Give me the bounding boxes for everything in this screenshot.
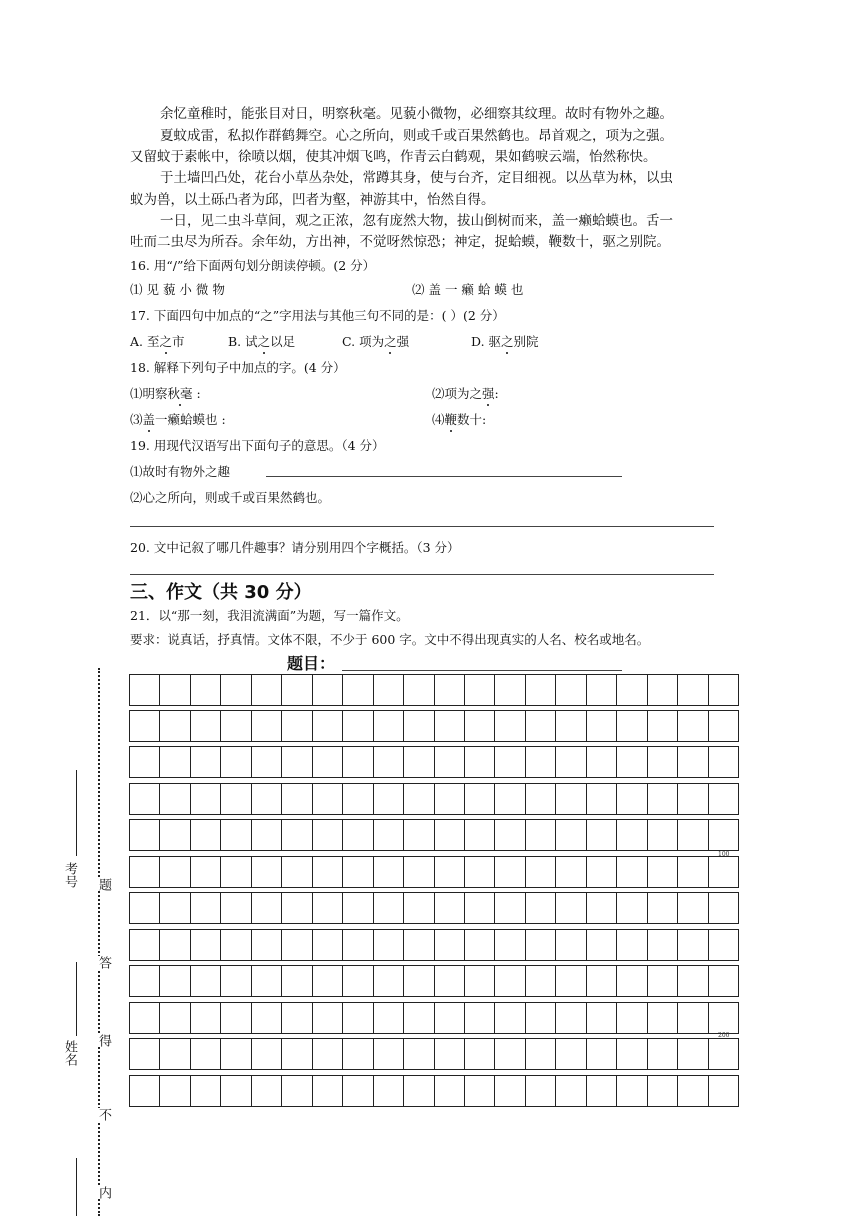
grid-cell[interactable] xyxy=(465,819,495,851)
word-count-mark: 100 xyxy=(718,851,730,858)
grid-cell[interactable] xyxy=(526,819,556,851)
grid-cell[interactable] xyxy=(160,892,190,924)
grid-cell[interactable] xyxy=(709,929,739,961)
grid-cell[interactable] xyxy=(678,746,708,778)
grid-cell[interactable] xyxy=(556,746,586,778)
question-16-stem: 16. 用“/”给下面两句划分朗读停顿。(2 分） xyxy=(130,258,376,273)
grid-cell[interactable] xyxy=(221,1075,251,1107)
grid-cell[interactable] xyxy=(221,856,251,888)
grid-cell[interactable] xyxy=(252,1075,282,1107)
margin-warning-char: 不 xyxy=(96,1108,111,1121)
grid-cell[interactable] xyxy=(160,965,190,997)
grid-cell[interactable] xyxy=(678,783,708,815)
grid-cell[interactable] xyxy=(648,746,678,778)
grid-cell[interactable] xyxy=(465,965,495,997)
grid-cell[interactable] xyxy=(678,1038,708,1070)
grid-row xyxy=(129,783,739,815)
grid-cell[interactable] xyxy=(313,965,343,997)
margin-warning-char: 内 xyxy=(96,1186,111,1199)
grid-cell[interactable] xyxy=(191,929,221,961)
passage-line: 余忆童稚时，能张目对日，明察秋毫。见藐小微物，必细察其纹理。故时有物外之趣。 xyxy=(160,106,673,122)
answer-line[interactable] xyxy=(130,526,714,527)
question-17-option-c: C. 项为之强 xyxy=(342,334,410,349)
grid-cell[interactable] xyxy=(495,856,525,888)
grid-cell[interactable] xyxy=(282,929,312,961)
grid-cell[interactable] xyxy=(130,856,160,888)
grid-cell[interactable] xyxy=(617,929,647,961)
question-19-stem: 19. 用现代汉语写出下面句子的意思。（4 分） xyxy=(130,438,385,453)
grid-cell[interactable] xyxy=(556,965,586,997)
composition-title-label: 题目： xyxy=(287,654,336,673)
grid-cell[interactable] xyxy=(587,929,617,961)
grid-cell[interactable] xyxy=(404,1075,434,1107)
grid-cell[interactable] xyxy=(252,929,282,961)
grid-cell[interactable] xyxy=(617,674,647,706)
grid-cell[interactable] xyxy=(556,929,586,961)
grid-cell[interactable] xyxy=(130,783,160,815)
grid-cell[interactable] xyxy=(678,1075,708,1107)
grid-cell[interactable] xyxy=(221,965,251,997)
grid-cell[interactable] xyxy=(252,892,282,924)
grid-cell[interactable] xyxy=(130,892,160,924)
grid-cell[interactable] xyxy=(435,1075,465,1107)
grid-cell[interactable] xyxy=(526,783,556,815)
grid-cell[interactable] xyxy=(343,674,373,706)
grid-cell[interactable] xyxy=(495,819,525,851)
word-count-mark: 200 xyxy=(718,1032,730,1039)
question-17-option-b: B. 试之以足 xyxy=(228,334,296,349)
grid-cell[interactable] xyxy=(709,1075,739,1107)
grid-cell[interactable] xyxy=(374,856,404,888)
grid-cell[interactable] xyxy=(252,856,282,888)
grid-cell[interactable] xyxy=(404,674,434,706)
grid-row xyxy=(129,1075,739,1107)
grid-cell[interactable] xyxy=(160,1038,190,1070)
grid-cell[interactable] xyxy=(709,746,739,778)
grid-cell[interactable] xyxy=(221,674,251,706)
question-18-item-3: ⑶盖一癞蛤蟆也 : xyxy=(130,412,226,427)
grid-cell[interactable] xyxy=(648,710,678,742)
grid-cell[interactable] xyxy=(587,1002,617,1034)
grid-cell[interactable] xyxy=(130,746,160,778)
grid-cell[interactable] xyxy=(221,1038,251,1070)
question-16-sentence-2: ⑵ 盖 一 癞 蛤 蟆 也 xyxy=(412,282,524,297)
grid-cell[interactable] xyxy=(617,856,647,888)
xingming-label: 姓名 xyxy=(62,1040,77,1066)
grid-cell[interactable] xyxy=(191,674,221,706)
grid-cell[interactable] xyxy=(648,929,678,961)
grid-cell[interactable] xyxy=(130,965,160,997)
grid-cell[interactable] xyxy=(313,746,343,778)
grid-cell[interactable] xyxy=(587,674,617,706)
question-16-sentence-1: ⑴ 见 藐 小 微 物 xyxy=(130,282,225,297)
grid-cell[interactable] xyxy=(130,1002,160,1034)
grid-cell[interactable] xyxy=(556,674,586,706)
grid-cell[interactable] xyxy=(526,710,556,742)
grid-cell[interactable] xyxy=(587,965,617,997)
grid-cell[interactable] xyxy=(648,892,678,924)
composition-requirements: 要求：说真话，抒真情。文体不限，不少于 600 字。文中不得出现真实的人名、校名或地名。 xyxy=(130,632,650,647)
grid-cell[interactable] xyxy=(313,1038,343,1070)
grid-cell[interactable] xyxy=(313,1002,343,1034)
grid-cell[interactable] xyxy=(252,710,282,742)
grid-cell[interactable] xyxy=(343,819,373,851)
grid-cell[interactable] xyxy=(313,1075,343,1107)
grid-cell[interactable] xyxy=(709,965,739,997)
grid-cell[interactable] xyxy=(465,783,495,815)
grid-cell[interactable] xyxy=(617,892,647,924)
grid-cell[interactable] xyxy=(556,856,586,888)
grid-cell[interactable] xyxy=(648,1038,678,1070)
grid-cell[interactable] xyxy=(435,783,465,815)
grid-cell[interactable] xyxy=(282,1075,312,1107)
grid-cell[interactable] xyxy=(495,710,525,742)
grid-cell[interactable] xyxy=(648,1075,678,1107)
grid-cell[interactable] xyxy=(648,783,678,815)
question-18-item-4: ⑷鞭数十: xyxy=(432,412,487,427)
grid-cell[interactable] xyxy=(374,892,404,924)
grid-cell[interactable] xyxy=(495,746,525,778)
grid-cell[interactable] xyxy=(160,674,190,706)
grid-cell[interactable] xyxy=(191,746,221,778)
grid-cell[interactable] xyxy=(252,674,282,706)
grid-cell[interactable] xyxy=(435,892,465,924)
grid-cell[interactable] xyxy=(495,965,525,997)
grid-cell[interactable] xyxy=(556,1075,586,1107)
grid-cell[interactable] xyxy=(709,710,739,742)
grid-cell[interactable] xyxy=(374,965,404,997)
grid-cell[interactable] xyxy=(617,746,647,778)
grid-cell[interactable] xyxy=(678,674,708,706)
grid-cell[interactable] xyxy=(404,710,434,742)
grid-cell[interactable] xyxy=(160,1002,190,1034)
grid-cell[interactable] xyxy=(404,929,434,961)
grid-cell[interactable] xyxy=(404,892,434,924)
grid-cell[interactable] xyxy=(465,674,495,706)
grid-cell[interactable] xyxy=(709,674,739,706)
grid-cell[interactable] xyxy=(526,929,556,961)
grid-cell[interactable] xyxy=(374,746,404,778)
grid-row xyxy=(129,1038,739,1070)
question-21-stem: 21．以“那一刻，我泪流满面”为题，写一篇作文。 xyxy=(130,608,409,623)
grid-cell[interactable] xyxy=(252,746,282,778)
grid-cell[interactable] xyxy=(617,1002,647,1034)
grid-cell[interactable] xyxy=(404,856,434,888)
grid-cell[interactable] xyxy=(587,710,617,742)
grid-cell[interactable] xyxy=(252,1002,282,1034)
grid-cell[interactable] xyxy=(709,1002,739,1034)
grid-cell[interactable] xyxy=(709,856,739,888)
grid-row xyxy=(129,746,739,778)
grid-cell[interactable] xyxy=(374,674,404,706)
grid-cell[interactable] xyxy=(465,929,495,961)
grid-cell[interactable] xyxy=(709,819,739,851)
grid-cell[interactable] xyxy=(221,892,251,924)
grid-cell[interactable] xyxy=(587,746,617,778)
kaohao-line xyxy=(76,770,77,856)
grid-cell[interactable] xyxy=(526,1038,556,1070)
grid-cell[interactable] xyxy=(678,819,708,851)
grid-row xyxy=(129,965,739,997)
question-17-stem: 17. 下面四句中加点的“之”字用法与其他三句不同的是：( ）(2 分） xyxy=(130,308,505,323)
grid-cell[interactable] xyxy=(587,819,617,851)
grid-cell[interactable] xyxy=(374,1038,404,1070)
grid-cell[interactable] xyxy=(617,819,647,851)
grid-cell[interactable] xyxy=(343,1075,373,1107)
grid-cell[interactable] xyxy=(191,1038,221,1070)
grid-cell[interactable] xyxy=(374,819,404,851)
grid-row xyxy=(129,710,739,742)
grid-cell[interactable] xyxy=(495,1075,525,1107)
grid-cell[interactable] xyxy=(587,1075,617,1107)
grid-cell[interactable] xyxy=(160,746,190,778)
grid-cell[interactable] xyxy=(648,965,678,997)
grid-cell[interactable] xyxy=(130,1038,160,1070)
grid-cell[interactable] xyxy=(648,674,678,706)
grid-cell[interactable] xyxy=(526,1002,556,1034)
grid-cell[interactable] xyxy=(191,965,221,997)
grid-cell[interactable] xyxy=(313,929,343,961)
grid-cell[interactable] xyxy=(495,929,525,961)
grid-cell[interactable] xyxy=(282,965,312,997)
grid-cell[interactable] xyxy=(282,1038,312,1070)
margin-warning-char: 答 xyxy=(96,956,111,969)
question-18-item-1: ⑴明察秋毫 : xyxy=(130,386,201,401)
grid-cell[interactable] xyxy=(678,929,708,961)
passage-line: 夏蚊成雷，私拟作群鹤舞空。心之所向，则或千或百果然鹤也。昂首观之，项为之强。 xyxy=(160,128,673,144)
grid-cell[interactable] xyxy=(252,965,282,997)
grid-cell[interactable] xyxy=(495,892,525,924)
grid-cell[interactable] xyxy=(252,783,282,815)
grid-cell[interactable] xyxy=(404,1038,434,1070)
grid-cell[interactable] xyxy=(526,674,556,706)
grid-cell[interactable] xyxy=(130,710,160,742)
grid-cell[interactable] xyxy=(709,783,739,815)
margin-line xyxy=(76,1158,77,1216)
grid-cell[interactable] xyxy=(343,1038,373,1070)
grid-cell[interactable] xyxy=(709,1038,739,1070)
grid-cell[interactable] xyxy=(130,1075,160,1107)
answer-line[interactable] xyxy=(266,476,622,477)
grid-cell[interactable] xyxy=(313,710,343,742)
grid-cell[interactable] xyxy=(374,710,404,742)
grid-cell[interactable] xyxy=(282,746,312,778)
grid-cell[interactable] xyxy=(282,819,312,851)
grid-cell[interactable] xyxy=(343,746,373,778)
grid-cell[interactable] xyxy=(556,710,586,742)
grid-cell[interactable] xyxy=(191,819,221,851)
grid-cell[interactable] xyxy=(556,892,586,924)
section-heading: 三、作文（共 30 分） xyxy=(130,582,312,603)
grid-cell[interactable] xyxy=(374,1075,404,1107)
grid-cell[interactable] xyxy=(343,1002,373,1034)
grid-cell[interactable] xyxy=(130,929,160,961)
grid-cell[interactable] xyxy=(191,1002,221,1034)
grid-cell[interactable] xyxy=(404,1002,434,1034)
grid-cell[interactable] xyxy=(556,1038,586,1070)
grid-cell[interactable] xyxy=(343,965,373,997)
grid-cell[interactable] xyxy=(313,856,343,888)
grid-cell[interactable] xyxy=(313,819,343,851)
question-17-option-a: A. 至之市 xyxy=(130,334,185,349)
grid-cell[interactable] xyxy=(221,929,251,961)
margin-warning-char: 题 xyxy=(96,878,111,891)
grid-cell[interactable] xyxy=(404,819,434,851)
question-17-option-d: D. 驱之别院 xyxy=(471,334,539,349)
grid-cell[interactable] xyxy=(404,965,434,997)
grid-cell[interactable] xyxy=(526,892,556,924)
grid-cell[interactable] xyxy=(435,1038,465,1070)
grid-cell[interactable] xyxy=(495,1002,525,1034)
grid-cell[interactable] xyxy=(191,892,221,924)
passage-line: 又留蚊于素帐中，徐喷以烟，使其冲烟飞鸣，作青云白鹤观，果如鹤唳云端，怡然称快。 xyxy=(130,149,657,165)
grid-cell[interactable] xyxy=(465,746,495,778)
grid-cell[interactable] xyxy=(435,710,465,742)
grid-cell[interactable] xyxy=(435,746,465,778)
grid-cell[interactable] xyxy=(160,929,190,961)
grid-cell[interactable] xyxy=(526,1075,556,1107)
grid-cell[interactable] xyxy=(191,1075,221,1107)
grid-cell[interactable] xyxy=(343,783,373,815)
grid-cell[interactable] xyxy=(221,819,251,851)
question-20-stem: 20. 文中记叙了哪几件趣事？请分别用四个字概括。（3 分） xyxy=(130,540,460,555)
grid-cell[interactable] xyxy=(282,1002,312,1034)
grid-cell[interactable] xyxy=(221,710,251,742)
grid-cell[interactable] xyxy=(495,1038,525,1070)
question-19-item-1: ⑴故时有物外之趣 xyxy=(130,464,231,479)
grid-cell[interactable] xyxy=(313,892,343,924)
grid-cell[interactable] xyxy=(465,710,495,742)
grid-cell[interactable] xyxy=(465,1075,495,1107)
grid-row xyxy=(129,1002,739,1034)
question-18-stem: 18. 解释下列句子中加点的字。(4 分） xyxy=(130,360,346,375)
question-19-item-2: ⑵心之所向，则或千或百果然鹤也。 xyxy=(130,490,331,505)
grid-row xyxy=(129,892,739,924)
xingming-line xyxy=(76,962,77,1036)
grid-cell[interactable] xyxy=(556,1002,586,1034)
grid-cell[interactable] xyxy=(587,856,617,888)
grid-cell[interactable] xyxy=(282,783,312,815)
grid-cell[interactable] xyxy=(282,856,312,888)
grid-cell[interactable] xyxy=(709,892,739,924)
grid-cell[interactable] xyxy=(343,710,373,742)
grid-cell[interactable] xyxy=(191,856,221,888)
passage-line: 吐而二虫尽为所吞。余年幼，方出神，不觉呀然惊恐；神定，捉蛤蟆，鞭数十，驱之别院。 xyxy=(130,234,670,250)
grid-cell[interactable] xyxy=(343,929,373,961)
grid-cell[interactable] xyxy=(252,1038,282,1070)
grid-cell[interactable] xyxy=(160,1075,190,1107)
grid-cell[interactable] xyxy=(160,856,190,888)
grid-cell[interactable] xyxy=(465,892,495,924)
grid-cell[interactable] xyxy=(526,965,556,997)
grid-cell[interactable] xyxy=(221,783,251,815)
grid-cell[interactable] xyxy=(282,892,312,924)
grid-cell[interactable] xyxy=(495,674,525,706)
grid-cell[interactable] xyxy=(617,1038,647,1070)
grid-cell[interactable] xyxy=(435,929,465,961)
kaohao-label: 考号 xyxy=(62,862,77,888)
grid-cell[interactable] xyxy=(465,1002,495,1034)
grid-cell[interactable] xyxy=(252,819,282,851)
grid-cell[interactable] xyxy=(495,783,525,815)
passage-line: 蚁为兽，以土砾凸者为邱，凹者为壑，神游其中，怡然自得。 xyxy=(130,192,495,208)
grid-cell[interactable] xyxy=(160,710,190,742)
grid-cell[interactable] xyxy=(404,746,434,778)
passage-line: 一日，见二虫斗草间，观之正浓，忽有庞然大物，拔山倒树而来，盖一癞蛤蟆也。舌一 xyxy=(160,213,673,229)
grid-cell[interactable] xyxy=(313,674,343,706)
grid-cell[interactable] xyxy=(435,674,465,706)
grid-cell[interactable] xyxy=(617,783,647,815)
grid-row xyxy=(129,929,739,961)
grid-cell[interactable] xyxy=(617,965,647,997)
grid-cell[interactable] xyxy=(160,819,190,851)
grid-cell[interactable] xyxy=(343,856,373,888)
grid-cell[interactable] xyxy=(191,710,221,742)
grid-cell[interactable] xyxy=(465,1038,495,1070)
grid-cell[interactable] xyxy=(130,819,160,851)
grid-cell[interactable] xyxy=(191,783,221,815)
grid-cell[interactable] xyxy=(343,892,373,924)
grid-cell[interactable] xyxy=(678,856,708,888)
composition-title-line[interactable] xyxy=(342,670,622,671)
grid-cell[interactable] xyxy=(374,783,404,815)
grid-cell[interactable] xyxy=(526,746,556,778)
margin-warning-char: 得 xyxy=(96,1034,111,1047)
answer-line[interactable] xyxy=(130,574,714,575)
grid-cell[interactable] xyxy=(587,783,617,815)
grid-row xyxy=(129,674,739,706)
grid-cell[interactable] xyxy=(617,710,647,742)
grid-cell[interactable] xyxy=(435,856,465,888)
grid-cell[interactable] xyxy=(678,892,708,924)
question-18-item-2: ⑵项为之强: xyxy=(432,386,499,401)
grid-cell[interactable] xyxy=(282,674,312,706)
grid-cell[interactable] xyxy=(648,856,678,888)
grid-cell[interactable] xyxy=(678,710,708,742)
grid-cell[interactable] xyxy=(678,1002,708,1034)
grid-cell[interactable] xyxy=(435,819,465,851)
grid-cell[interactable] xyxy=(587,1038,617,1070)
grid-cell[interactable] xyxy=(556,819,586,851)
grid-cell[interactable] xyxy=(435,965,465,997)
grid-cell[interactable] xyxy=(435,1002,465,1034)
grid-cell[interactable] xyxy=(617,1075,647,1107)
grid-row xyxy=(129,819,739,851)
grid-cell[interactable] xyxy=(648,1002,678,1034)
grid-cell[interactable] xyxy=(678,965,708,997)
grid-cell[interactable] xyxy=(221,1002,251,1034)
grid-cell[interactable] xyxy=(374,1002,404,1034)
grid-cell[interactable] xyxy=(587,892,617,924)
grid-cell[interactable] xyxy=(160,783,190,815)
grid-cell[interactable] xyxy=(404,783,434,815)
grid-row xyxy=(129,856,739,888)
passage-line: 于土墙凹凸处，花台小草丛杂处，常蹲其身，使与台齐，定目细视。以丛草为林，以虫 xyxy=(160,170,673,186)
grid-cell[interactable] xyxy=(556,783,586,815)
grid-cell[interactable] xyxy=(526,856,556,888)
grid-cell[interactable] xyxy=(648,819,678,851)
grid-cell[interactable] xyxy=(374,929,404,961)
grid-cell[interactable] xyxy=(221,746,251,778)
grid-cell[interactable] xyxy=(465,856,495,888)
grid-cell[interactable] xyxy=(313,783,343,815)
grid-cell[interactable] xyxy=(282,710,312,742)
binding-dotted-line xyxy=(98,668,100,1216)
grid-cell[interactable] xyxy=(130,674,160,706)
